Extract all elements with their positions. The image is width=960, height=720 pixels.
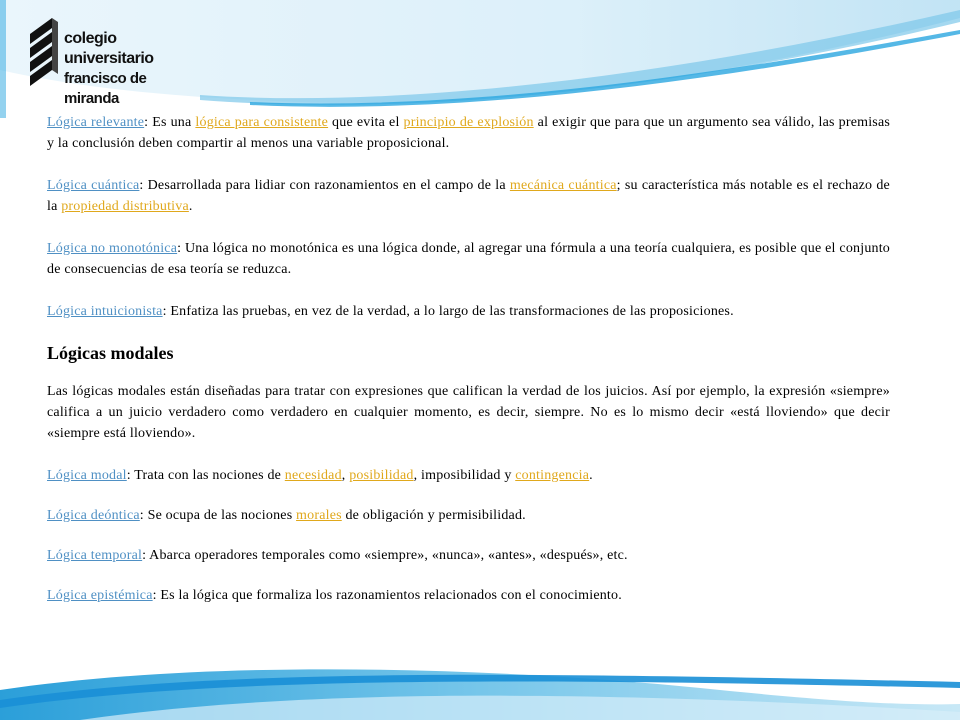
paragraph-logica-cuantica (47, 175, 890, 217)
text-segment: : Trata con las nociones de (126, 468, 285, 483)
text-segment: de obligación y permisibilidad. (341, 508, 526, 523)
paragraph-logica-no-monotonica (47, 238, 890, 280)
college-logo (28, 16, 198, 107)
link-logica-relevante[interactable]: Lógica relevante (47, 115, 145, 130)
paragraph-logica-relevante (47, 112, 890, 154)
paragraph-logica-intuicionista (47, 301, 890, 322)
logo-line-2: francisco de miranda (64, 70, 147, 107)
link-logica-deontica[interactable]: Lógica deóntica (47, 508, 140, 523)
link-logica-modal[interactable]: Lógica modal (47, 468, 127, 483)
logo-line-1: colegio universitario (64, 30, 154, 67)
link-logica-cuantica[interactable]: Lógica cuántica (47, 178, 140, 193)
section-heading: Lógicas modales (47, 343, 174, 363)
text-segment: : Se ocupa de las nociones (139, 508, 297, 523)
link-propiedad-distributiva[interactable]: propiedad distributiva (61, 199, 189, 214)
text-segment: : Abarca operadores temporales como «siempre», «nunca», «antes», «después», etc. (142, 548, 628, 563)
text-segment: : Una lógica no monotónica es una lógica donde, al agregar una fórmula a una teoría cualquiera, es posible que el conjunto de consecuencias de esa teoría se reduzca. (47, 241, 891, 277)
link-necesidad[interactable]: necesidad (284, 468, 342, 483)
text-segment: : Desarrollada para lidiar con razonamientos en el campo de la (139, 178, 510, 193)
text-segment: . (589, 468, 593, 483)
text-segment: : Es la lógica que formaliza los razonamientos relacionados con el conocimiento. (152, 588, 622, 603)
slide-content (47, 112, 890, 606)
text-segment: : Enfatiza las pruebas, en vez de la verdad, a lo largo de las transformaciones de las proposiciones. (162, 304, 734, 319)
text-segment: : Es una (144, 115, 196, 130)
section-intro: Las lógicas modales están diseñadas para tratar con expresiones que califican la verdad de los juicios. Así por ejemplo, la expresión «siempre» califica a un juicio verdadero como verdadero en cualquier momento, es decir, siempre. No es lo mismo decir «está lloviendo» que decir «siempre está lloviendo». (47, 384, 890, 441)
link-mecanica-cuantica[interactable]: mecánica cuántica (509, 178, 617, 193)
paragraph-logica-modal (47, 465, 890, 486)
link-logica-intuicionista[interactable]: Lógica intuicionista (47, 304, 163, 319)
logo-emblem-icon (28, 16, 62, 88)
logo-wordmark (64, 29, 198, 109)
text-segment: . (188, 199, 193, 214)
link-morales[interactable]: morales (296, 508, 342, 523)
link-logica-para-consistente[interactable]: lógica para consistente (195, 115, 329, 130)
text-segment: , (341, 468, 350, 483)
link-principio-de-explosion[interactable]: principio de explosión (403, 115, 534, 130)
text-segment: ; su característica más notable es el rechazo de la (47, 178, 890, 214)
paragraph-logica-temporal (47, 545, 890, 566)
link-logica-temporal[interactable]: Lógica temporal (47, 548, 143, 563)
paragraph-logica-epistemica (47, 585, 890, 606)
paragraph-logica-deontica (47, 505, 890, 526)
link-logica-no-monotonica[interactable]: Lógica no monotónica (47, 241, 178, 256)
text-segment: que evita el (328, 115, 404, 130)
text-segment: al exigir que para que un argumento sea válido, las premisas y la conclusión deben compartir al menos una variable proposicional. (47, 115, 891, 151)
link-posibilidad[interactable]: posibilidad (349, 468, 414, 483)
text-segment: , imposibilidad y (413, 468, 516, 483)
link-logica-epistemica[interactable]: Lógica epistémica (47, 588, 153, 603)
link-contingencia[interactable]: contingencia (515, 468, 590, 483)
